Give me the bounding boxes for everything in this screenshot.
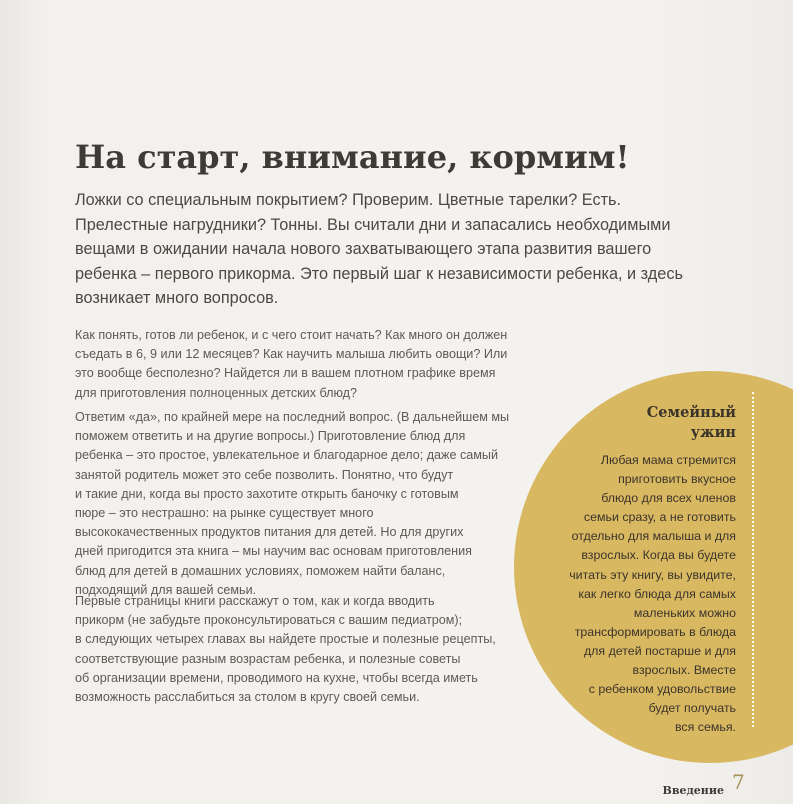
lead-line: возникает много вопросов. (75, 289, 279, 307)
body-line: возможность расслабиться за столом в кругу своей семьи. (75, 690, 420, 705)
lead-paragraph (75, 188, 715, 311)
sidebar-line: блюдо для всех членов (601, 491, 736, 506)
body-line: соответствующие разным возрастам ребенка, и полезные советы (75, 651, 461, 666)
lead-line: вещами в ожидании начала нового захватывающего этапа развития вашего (75, 240, 652, 258)
sidebar-title-line: ужин (690, 424, 736, 441)
sidebar-line: как легко блюда для самых (578, 586, 736, 601)
sidebar-line: трансформировать в блюда (574, 624, 736, 639)
sidebar-line: приготовить вкусное (618, 472, 736, 487)
body-line: Первые страницы книги расскажут о том, как и когда вводить (75, 594, 435, 608)
body-line: об организации времени, проводимого на кухне, чтобы всегда иметь (75, 670, 478, 685)
sidebar-title (600, 403, 736, 443)
body-paragraph-answer (75, 408, 515, 600)
page-title: На старт, внимание, кормим! (75, 138, 630, 176)
body-line: прикорм (не забудьте проконсультироваться с вашим педиатром); (75, 613, 463, 628)
body-line: Ответим «да», по крайней мере на последний вопрос. (В дальнейшем мы (75, 410, 510, 424)
body-line: высококачественных продуктов питания для детей. Но для других (75, 525, 464, 540)
body-line: занятой родитель может это себе позволить. Понятно, что будут (75, 467, 454, 482)
lead-line: Прелестные нагрудники? Тонны. Вы считали дни и запасались необходимыми (75, 215, 671, 234)
sidebar-dotted-divider (752, 392, 754, 727)
lead-line: Ложки со специальным покрытием? Проверим. Цветные тарелки? Есть. (75, 191, 622, 209)
body-line: дней пригодится эта книга – мы научим вас основам приготовления (75, 544, 472, 559)
sidebar-line: с ребенком удовольствие (588, 682, 736, 697)
lead-line: ребенка – первого прикорма. Это первый шаг к независимости ребенка, и здесь (75, 264, 683, 283)
page-number: 7 (732, 770, 745, 794)
body-line: подходящий для вашей семьи. (75, 582, 257, 597)
body-line: это вообще бесполезно? Найдется ли в вашем плотном графике время (75, 366, 496, 381)
sidebar-title-line: Семейный (646, 404, 736, 421)
sidebar-line: вся семья. (674, 720, 736, 735)
body-paragraph-contents (75, 592, 515, 707)
sidebar-line: взрослых. Когда вы будете (581, 548, 736, 563)
body-paragraph-questions (75, 326, 515, 403)
footer-section-label: Введение (662, 784, 724, 797)
body-line: в следующих четырех главах вы найдете простые и полезные рецепты, (75, 632, 496, 647)
sidebar-line: для детей постарше и для (583, 643, 736, 658)
body-line: съедать в 6, 9 или 12 месяцев? Как научить малыша любить овощи? Или (75, 347, 508, 362)
body-line: пюре – это нестрашно: на рынке существует много (75, 506, 374, 521)
body-line: для приготовления полноценных детских блюд? (75, 385, 358, 400)
sidebar-line: взрослых. Вместе (632, 663, 736, 678)
body-line: ребенка – это простое, увлекательное и благодарное дело; даже самый (75, 448, 499, 463)
body-line: блюд для детей в домашних условиях, поможем найти баланс, (75, 563, 446, 578)
sidebar-line: Любая мама стремится (600, 453, 736, 467)
body-line: поможем ответить и на другие вопросы.) Приготовление блюд для (75, 429, 466, 444)
body-line: Как понять, готов ли ребенок, и с чего стоит начать? Как много он должен (75, 328, 508, 342)
body-line: и такие дни, когда вы просто захотите открыть баночку с готовым (75, 486, 459, 501)
sidebar-text (540, 451, 736, 737)
sidebar-line: читать эту книгу, вы увидите, (569, 567, 736, 582)
sidebar-line: маленьких можно (633, 605, 736, 620)
sidebar-line: семьи сразу, а не готовить (583, 510, 736, 525)
sidebar-line: отдельно для малыша и для (571, 529, 736, 544)
sidebar-line: будет получать (648, 701, 736, 716)
